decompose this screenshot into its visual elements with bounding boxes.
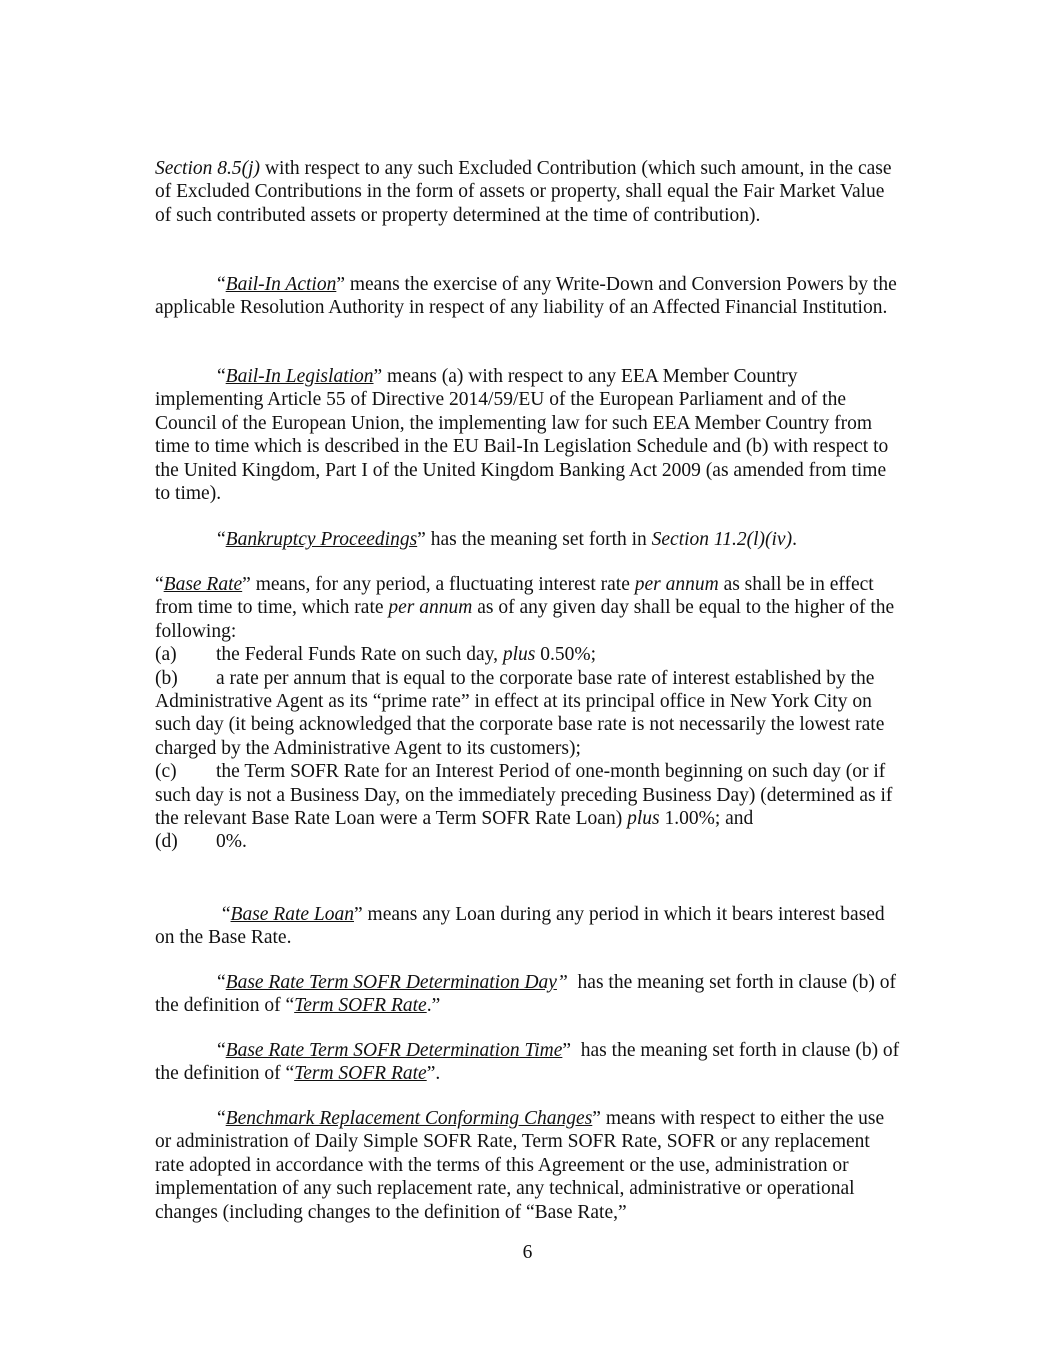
list-item-d — [155, 830, 900, 853]
item-label: (d) — [155, 831, 178, 853]
open-quote: “ — [217, 529, 226, 550]
defined-term: Bankruptcy Proceedings — [225, 529, 418, 550]
defined-term: Base Rate Term SOFR Determination Day — [225, 972, 557, 993]
definition-text: ” has the meaning set forth in — [417, 529, 652, 550]
open-quote: “ — [217, 366, 226, 387]
close-quote: .” — [426, 995, 441, 1017]
item-label: (b) — [155, 667, 178, 689]
item-text: the Term SOFR Rate for an Interest Period of one-month beginning on such day (or if such day is not a Business Day, on the immediately preceding Business Day) (determined as if the relevant Base Rate Loan were a Term SOFR Rate Loan) — [155, 761, 893, 830]
item-text: 0%. — [216, 831, 247, 853]
definition-bail-in-action — [155, 273, 900, 320]
plus-term: plus — [502, 644, 536, 666]
defined-term: Base Rate Loan — [230, 904, 355, 925]
definition-base-rate-loan — [155, 903, 900, 950]
plus-term: plus — [627, 808, 660, 830]
definition-text: ” has the meaning set forth in clause (b) of the definition of “ — [155, 1040, 905, 1085]
defined-term: Base Rate Term SOFR Determination Time — [225, 1040, 563, 1061]
paragraph-excluded-contribution — [155, 157, 900, 227]
definition-determination-time — [155, 1039, 905, 1086]
definition-text: ” means with respect to either the use or administration of Daily Simple SOFR Rate, Term SOFR Rate, SOFR or any replacement rate adopted in accordance with the terms of this Agreement or the use, administration or implementation of any such replacement rate, any technical, administrative or operational changes (including changes to the definition of “Base Rate,” — [155, 1108, 885, 1223]
open-quote: “ — [217, 1108, 226, 1129]
definition-base-rate — [155, 573, 900, 854]
period: . — [792, 529, 797, 550]
definition-text: as of any given day shall be equal to the higher of the following: — [155, 597, 895, 642]
list-item-b — [155, 667, 900, 761]
close-quote: ” — [556, 972, 568, 993]
open-quote: “ — [217, 972, 226, 993]
defined-term: Bail-In Action — [225, 274, 337, 295]
per-annum-term: per annum — [388, 597, 473, 619]
definition-text: ” means any Loan during any period in which it bears interest based on the Base Rate. — [155, 904, 885, 949]
open-quote: “ — [217, 274, 226, 295]
item-text: a rate per annum that is equal to the corporate base rate of interest established by the Administrative Agent as its “prime rate” in effect at its principal office in New York City on such day (it being acknowledged that the corporate base rate is not necessarily the lowest rate charged by the Administrative Agent to its customers); — [155, 667, 885, 759]
definition-text: ” means, for any period, a fluctuating interest rate — [242, 574, 635, 595]
definition-benchmark-replacement — [155, 1107, 900, 1224]
definition-bankruptcy-proceedings — [155, 528, 900, 551]
list-item-c — [155, 760, 900, 830]
per-annum-term: per annum — [634, 574, 719, 595]
definition-bail-in-legislation — [155, 365, 900, 505]
paragraph-text: with respect to any such Excluded Contribution (which such amount, in the case of Excluded Contributions in the form of assets or property, shall equal the Fair Market Value of such contributed assets or property determined at the time of contribution). — [155, 158, 892, 226]
list-item-a — [155, 643, 900, 666]
open-quote: “ — [217, 904, 231, 925]
definition-text: as shall be in effect from time to time, which rate — [155, 574, 874, 619]
definition-text: has the meaning set forth in clause (b) of the definition of “ — [155, 972, 901, 1017]
open-quote: “ — [217, 1040, 226, 1061]
term-reference: Term SOFR Rate — [294, 995, 427, 1017]
section-reference: Section 11.2(l)(iv) — [651, 529, 793, 550]
defined-term: Bail-In Legislation — [225, 366, 374, 387]
definition-determination-day — [155, 971, 900, 1018]
item-text: the Federal Funds Rate on such day, — [216, 644, 503, 666]
item-label: (c) — [155, 761, 177, 783]
defined-term: Base Rate — [163, 574, 243, 595]
section-reference: Section 8.5(j) — [155, 158, 261, 179]
definition-text: ” means the exercise of any Write-Down and Conversion Powers by the applicable Resolution Authority in respect of any liability of an Affected Financial Institution. — [155, 274, 897, 319]
term-reference: Term SOFR Rate — [294, 1063, 427, 1085]
item-label: (a) — [155, 644, 177, 666]
definition-text: ” means (a) with respect to any EEA Member Country implementing Article 55 of Directive 2014/59/EU of the European Parliament and of the Council of the European Union, the implementing law for such EEA Member Country from time to time which is described in the EU Bail-In Legislation Schedule and (b) with respect to the United Kingdom, Part I of the United Kingdom Banking Act 2009 (as amended from time to time). — [155, 366, 889, 505]
page-number: 6 — [522, 1242, 533, 1263]
close-quote: ”. — [426, 1063, 441, 1085]
item-text: 0.50%; — [535, 644, 597, 666]
open-quote: “ — [155, 574, 164, 595]
item-text: 1.00%; and — [659, 808, 754, 830]
defined-term: Benchmark Replacement Conforming Changes — [225, 1108, 593, 1129]
